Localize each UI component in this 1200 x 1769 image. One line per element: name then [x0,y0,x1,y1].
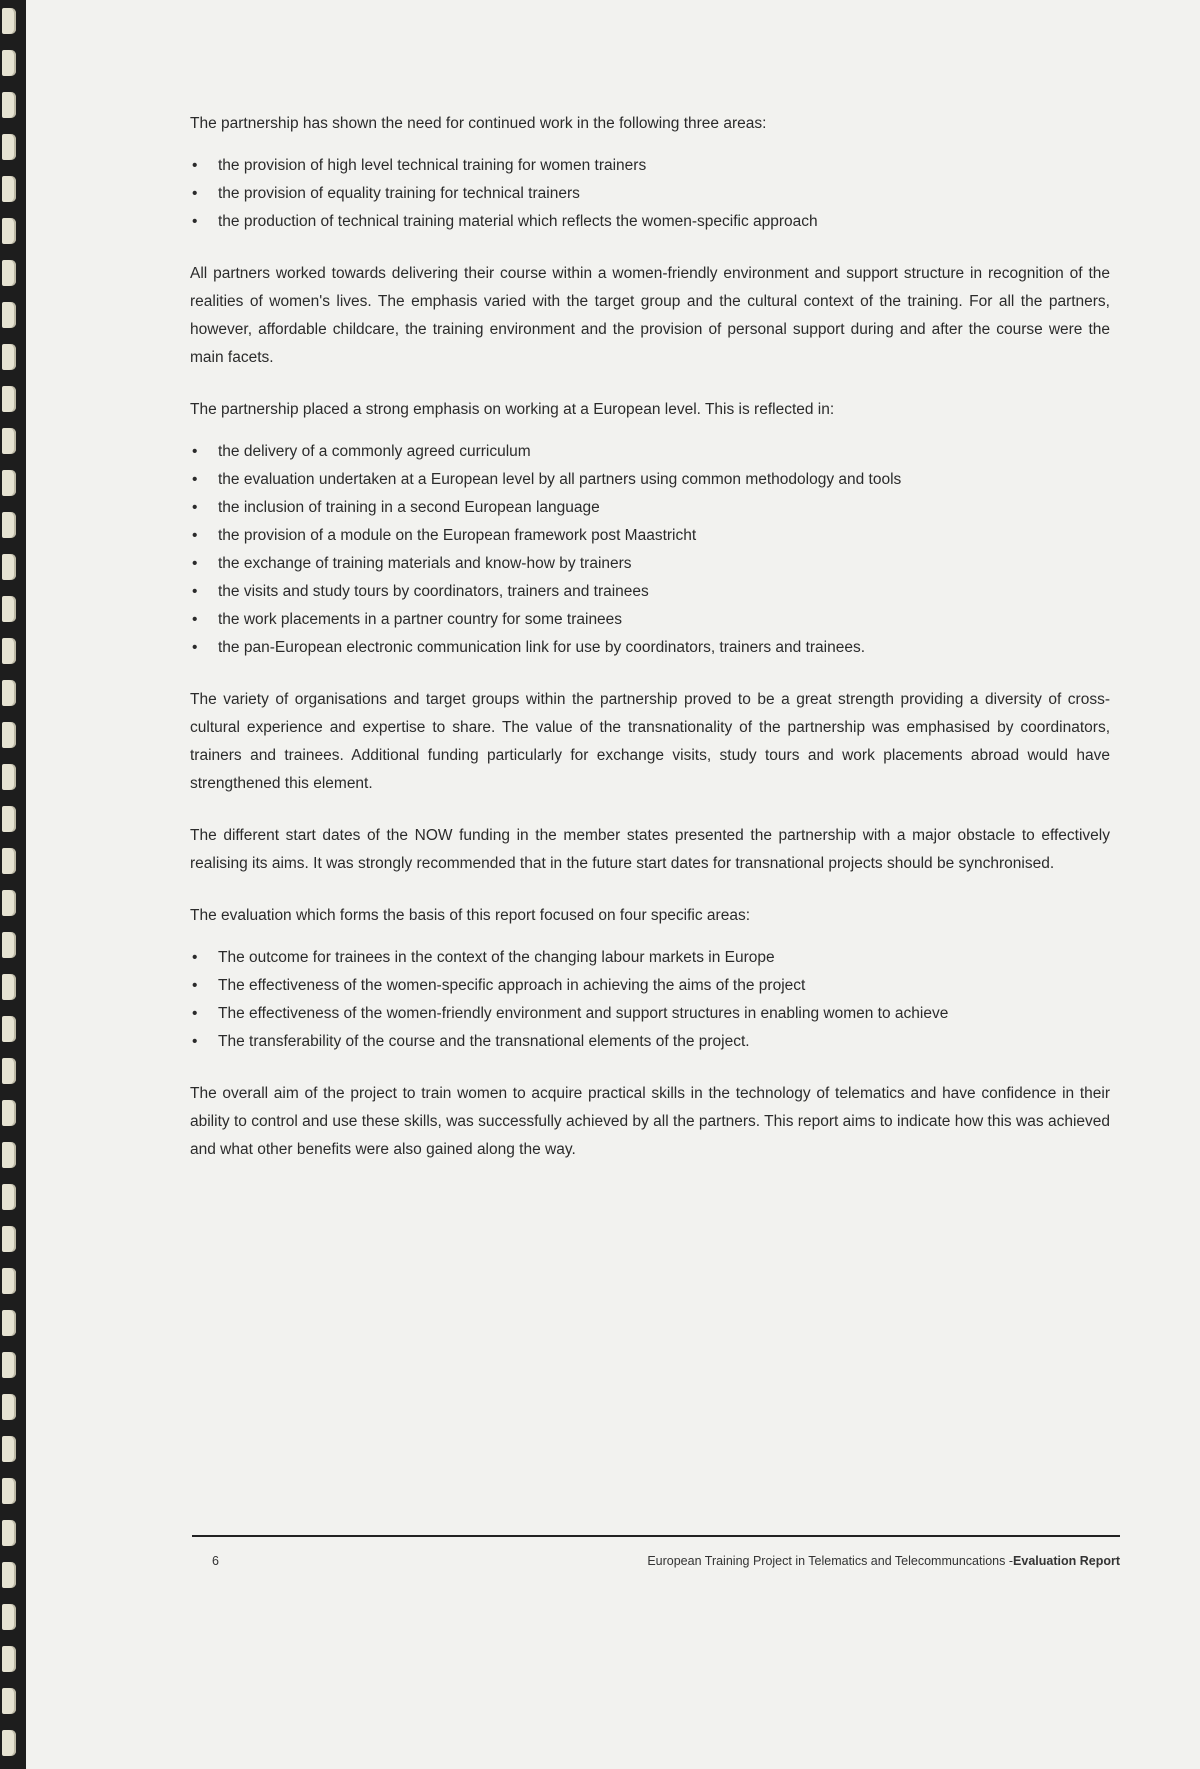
footer-title-bold: Evaluation Report [1013,1554,1120,1568]
binding-ring [2,1562,16,1588]
paragraph-women-friendly: All partners worked towards delivering their course within a women-friendly environment and support structure in recognition of the realities of women's lives. The emphasis varied with the target group and the cultural context of the training. For all the partners, however, affordable childcare, the training environment and the provision of personal support during and after the course were the main facets. [190,265,1110,366]
binding-ring [2,470,16,496]
list-evaluation-areas [190,944,1110,1056]
binding-ring [2,428,16,454]
binding-ring [2,1058,16,1084]
list-item: • the work placements in a partner country for some trainees [190,606,1110,634]
list-three-areas [190,152,1110,236]
binding-ring [2,8,16,34]
page-body [190,110,1110,1188]
binding-ring [2,1310,16,1336]
list-item: • the evaluation undertaken at a European level by all partners using common methodology and tools [190,466,1110,494]
binding-ring [2,1436,16,1462]
binding-ring [2,1226,16,1252]
binding-ring [2,176,16,202]
binding-ring [2,680,16,706]
binding-ring [2,1184,16,1210]
binding-ring [2,386,16,412]
binding-ring [2,134,16,160]
paragraph-variety: The variety of organisations and target groups within the partnership proved to be a great strength providing a diversity of cross-cultural experience and expertise to share. The value of the transnationality of the partnership was emphasised by coordinators, trainers and trainees. Additional funding particularly for exchange visits, study tours and work placements abroad would have strengthened this element. [190,691,1110,792]
list-item: • the pan-European electronic communication link for use by coordinators, trainers and trainees. [190,634,1110,662]
binding-ring [2,92,16,118]
page-number: 6 [212,1554,219,1568]
spiral-binding [0,0,26,1769]
binding-ring [2,1142,16,1168]
paragraph-overall-aim: The overall aim of the project to train women to acquire practical skills in the technology of telematics and have confidence in their ability to control and use these skills, was successfully achieved by all the partners. This report aims to indicate how this was achieved and what other benefits were also gained along the way. [190,1085,1110,1158]
list-item: • the provision of equality training for technical trainers [190,180,1110,208]
list-item: • The effectiveness of the women-specific approach in achieving the aims of the project [190,972,1110,1000]
footer-title-regular: European Training Project in Telematics and Telecommuncations - [647,1554,1014,1568]
binding-ring [2,722,16,748]
list-item: • the provision of a module on the European framework post Maastricht [190,522,1110,550]
list-item: • The effectiveness of the women-friendly environment and support structures in enabling women to achieve [190,1000,1110,1028]
binding-ring [2,344,16,370]
binding-ring [2,554,16,580]
list-item: • the provision of high level technical training for women trainers [190,152,1110,180]
binding-ring [2,1520,16,1546]
binding-ring [2,764,16,790]
list-european-level [190,438,1110,662]
binding-ring [2,806,16,832]
list-item: • the exchange of training materials and know-how by trainers [190,550,1110,578]
binding-ring [2,596,16,622]
binding-ring [2,638,16,664]
binding-ring [2,1100,16,1126]
binding-ring [2,1352,16,1378]
binding-ring [2,218,16,244]
binding-ring [2,848,16,874]
binding-ring [2,1604,16,1630]
binding-ring [2,1394,16,1420]
paragraph-european-level: The partnership placed a strong emphasis on working at a European level. This is reflected in: [190,401,835,418]
binding-ring [2,1268,16,1294]
binding-ring [2,302,16,328]
list-item: • The outcome for trainees in the context of the changing labour markets in Europe [190,944,1110,972]
footer-rule [192,1535,1120,1537]
paragraph-evaluation-areas: The evaluation which forms the basis of this report focused on four specific areas: [190,907,751,924]
list-item: • the delivery of a commonly agreed curriculum [190,438,1110,466]
binding-ring [2,512,16,538]
footer-title [647,1554,1120,1568]
list-item: • the visits and study tours by coordinators, trainers and trainees [190,578,1110,606]
binding-ring [2,1478,16,1504]
list-item: • The transferability of the course and the transnational elements of the project. [190,1028,1110,1056]
binding-ring [2,50,16,76]
binding-ring [2,1730,16,1756]
binding-ring [2,974,16,1000]
binding-ring [2,1646,16,1672]
paragraph-partnership-need: The partnership has shown the need for continued work in the following three areas: [190,115,767,132]
binding-ring [2,1016,16,1042]
binding-ring [2,932,16,958]
list-item: • the inclusion of training in a second European language [190,494,1110,522]
list-item: • the production of technical training material which reflects the women-specific approach [190,208,1110,236]
binding-ring [2,890,16,916]
paragraph-start-dates: The different start dates of the NOW funding in the member states presented the partnership with a major obstacle to effectively realising its aims. It was strongly recommended that in the future start dates for transnational projects should be synchronised. [190,827,1110,872]
binding-ring [2,260,16,286]
binding-ring [2,1688,16,1714]
